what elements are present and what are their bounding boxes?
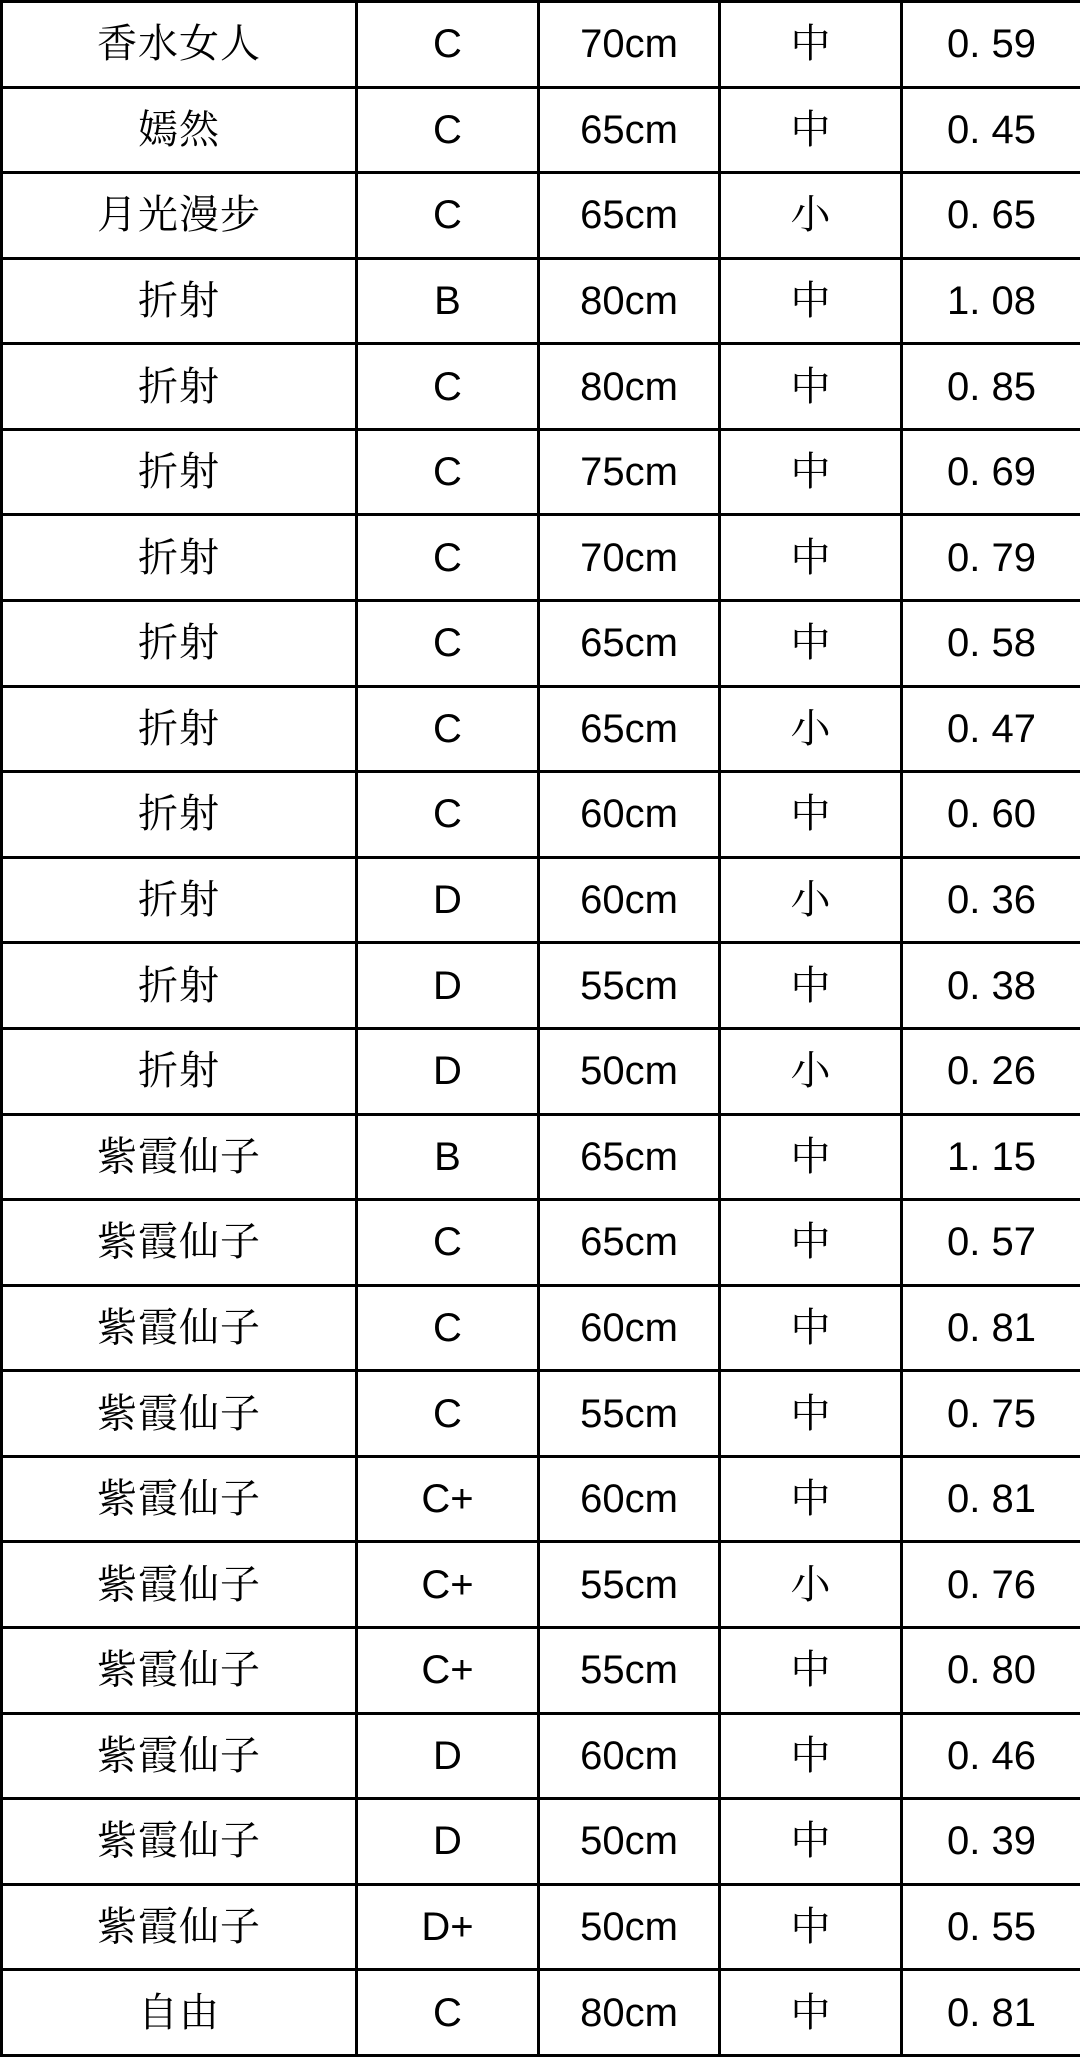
cell-size: 55cm [539,1542,720,1628]
cell-value: 0. 65 [902,173,1080,259]
cell-spec: 中 [720,2,902,88]
table-row [2,772,1080,858]
cell-spec: 中 [720,515,902,601]
cell-size: 65cm [539,173,720,259]
cell-size: 50cm [539,1799,720,1885]
table-row [2,1970,1080,2056]
cell-size: 55cm [539,1627,720,1713]
table-row [2,686,1080,772]
table-row [2,1456,1080,1542]
cell-grade: D [357,943,539,1029]
cell-value: 0. 46 [902,1713,1080,1799]
cell-size: 55cm [539,1371,720,1457]
cell-spec: 小 [720,173,902,259]
cell-value: 0. 81 [902,1970,1080,2056]
table-row [2,857,1080,943]
cell-grade: C [357,173,539,259]
cell-grade: C [357,515,539,601]
cell-spec: 中 [720,601,902,687]
table-row [2,1713,1080,1799]
cell-spec: 中 [720,1970,902,2056]
cell-name: 嫣然 [2,87,357,173]
cell-spec: 中 [720,1371,902,1457]
cell-grade: C [357,686,539,772]
cell-value: 0. 80 [902,1627,1080,1713]
cell-grade: C [357,772,539,858]
cell-size: 50cm [539,1884,720,1970]
cell-value: 0. 75 [902,1371,1080,1457]
cell-grade: B [357,1114,539,1200]
cell-value: 0. 85 [902,344,1080,430]
cell-spec: 中 [720,87,902,173]
cell-grade: D [357,857,539,943]
cell-name: 紫霞仙子 [2,1114,357,1200]
cell-spec: 中 [720,429,902,515]
table-row [2,1371,1080,1457]
cell-grade: C+ [357,1456,539,1542]
cell-name: 紫霞仙子 [2,1456,357,1542]
cell-size: 75cm [539,429,720,515]
cell-grade: C [357,1285,539,1371]
cell-size: 60cm [539,1285,720,1371]
cell-value: 0. 76 [902,1542,1080,1628]
cell-value: 0. 69 [902,429,1080,515]
cell-grade: C [357,601,539,687]
cell-value: 1. 15 [902,1114,1080,1200]
cell-name: 折射 [2,344,357,430]
cell-grade: C+ [357,1542,539,1628]
cell-spec: 中 [720,1713,902,1799]
cell-size: 65cm [539,87,720,173]
table-body [2,2,1080,2056]
cell-value: 0. 57 [902,1200,1080,1286]
cell-name: 香水女人 [2,2,357,88]
cell-name: 折射 [2,601,357,687]
cell-grade: D [357,1028,539,1114]
table-row [2,515,1080,601]
cell-grade: D [357,1799,539,1885]
cell-value: 0. 79 [902,515,1080,601]
cell-spec: 中 [720,258,902,344]
cell-size: 80cm [539,344,720,430]
cell-name: 折射 [2,429,357,515]
table-row [2,1200,1080,1286]
cell-name: 紫霞仙子 [2,1371,357,1457]
cell-spec: 小 [720,857,902,943]
cell-spec: 中 [720,1200,902,1286]
cell-value: 0. 39 [902,1799,1080,1885]
table-row [2,258,1080,344]
table-row [2,1114,1080,1200]
table-row [2,87,1080,173]
cell-name: 紫霞仙子 [2,1627,357,1713]
cell-grade: B [357,258,539,344]
cell-grade: D [357,1713,539,1799]
cell-spec: 小 [720,686,902,772]
table-row [2,1884,1080,1970]
cell-grade: C [357,1200,539,1286]
cell-name: 折射 [2,857,357,943]
cell-value: 0. 47 [902,686,1080,772]
cell-size: 65cm [539,686,720,772]
cell-name: 折射 [2,1028,357,1114]
cell-value: 0. 59 [902,2,1080,88]
cell-spec: 小 [720,1028,902,1114]
cell-name: 紫霞仙子 [2,1200,357,1286]
table-row [2,2,1080,88]
cell-name: 折射 [2,515,357,601]
cell-name: 紫霞仙子 [2,1285,357,1371]
cell-spec: 中 [720,1285,902,1371]
cell-value: 0. 81 [902,1285,1080,1371]
cell-value: 0. 58 [902,601,1080,687]
cell-name: 月光漫步 [2,173,357,259]
cell-size: 80cm [539,1970,720,2056]
cell-value: 1. 08 [902,258,1080,344]
cell-size: 55cm [539,943,720,1029]
cell-spec: 中 [720,1884,902,1970]
cell-size: 60cm [539,1456,720,1542]
cell-grade: D+ [357,1884,539,1970]
cell-value: 0. 26 [902,1028,1080,1114]
cell-name: 紫霞仙子 [2,1542,357,1628]
cell-grade: C [357,1371,539,1457]
cell-size: 80cm [539,258,720,344]
table-row [2,601,1080,687]
cell-value: 0. 36 [902,857,1080,943]
cell-spec: 中 [720,1114,902,1200]
cell-spec: 中 [720,1456,902,1542]
cell-name: 自由 [2,1970,357,2056]
cell-spec: 中 [720,1799,902,1885]
cell-spec: 中 [720,943,902,1029]
table-row [2,429,1080,515]
cell-name: 折射 [2,772,357,858]
cell-size: 65cm [539,1200,720,1286]
cell-value: 0. 55 [902,1884,1080,1970]
cell-spec: 中 [720,1627,902,1713]
table-row [2,1285,1080,1371]
cell-size: 50cm [539,1028,720,1114]
cell-value: 0. 60 [902,772,1080,858]
cell-size: 70cm [539,515,720,601]
table-row [2,173,1080,259]
table-row [2,344,1080,430]
table-row [2,1627,1080,1713]
cell-name: 紫霞仙子 [2,1713,357,1799]
cell-size: 65cm [539,1114,720,1200]
table-row [2,943,1080,1029]
cell-grade: C [357,1970,539,2056]
cell-name: 折射 [2,258,357,344]
cell-size: 60cm [539,772,720,858]
cell-grade: C+ [357,1627,539,1713]
table-row [2,1542,1080,1628]
cell-grade: C [357,429,539,515]
cell-value: 0. 38 [902,943,1080,1029]
cell-name: 紫霞仙子 [2,1799,357,1885]
cell-grade: C [357,344,539,430]
table-row [2,1799,1080,1885]
cell-name: 折射 [2,686,357,772]
cell-value: 0. 81 [902,1456,1080,1542]
cell-spec: 中 [720,772,902,858]
cell-value: 0. 45 [902,87,1080,173]
table-row [2,1028,1080,1114]
cell-size: 60cm [539,1713,720,1799]
cell-spec: 中 [720,344,902,430]
cell-spec: 小 [720,1542,902,1628]
cell-name: 紫霞仙子 [2,1884,357,1970]
cell-size: 65cm [539,601,720,687]
cell-grade: C [357,2,539,88]
cell-size: 60cm [539,857,720,943]
cell-name: 折射 [2,943,357,1029]
cell-size: 70cm [539,2,720,88]
cell-grade: C [357,87,539,173]
